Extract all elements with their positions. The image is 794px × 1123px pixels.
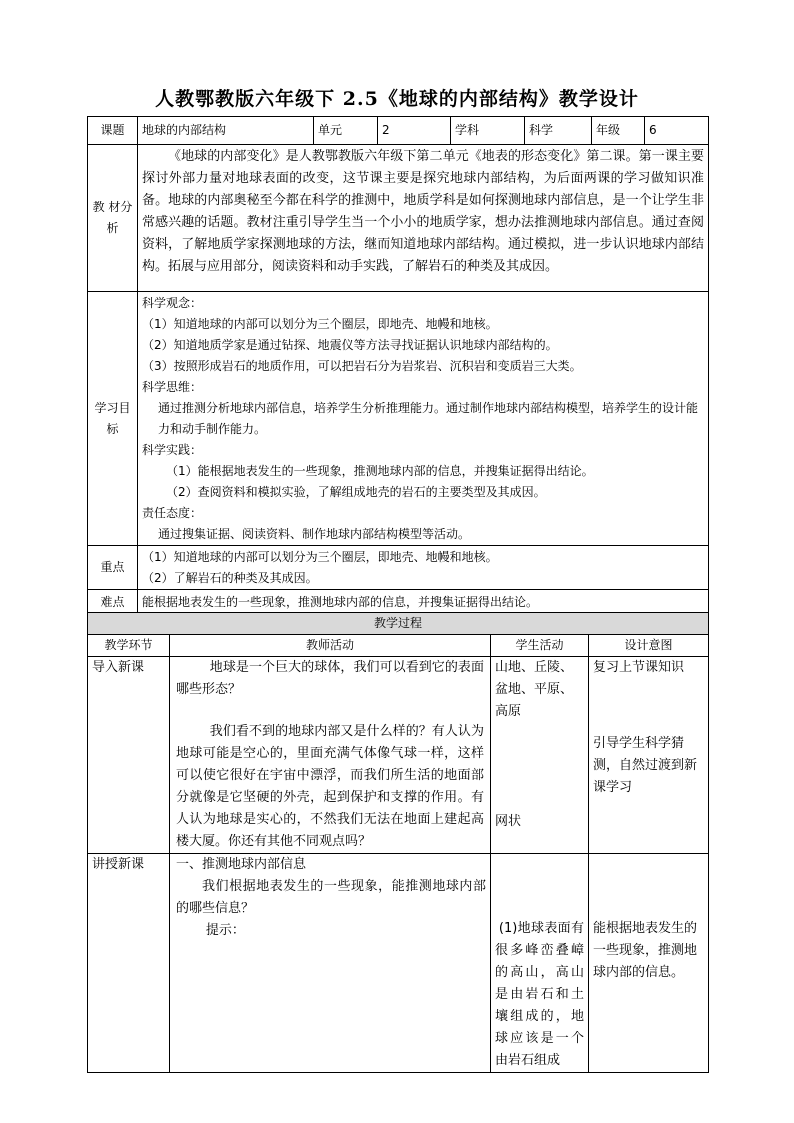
goals-item: （1）知道地球的内部可以划分为三个圈层，即地壳、地幔和地核。 (142, 317, 498, 331)
intro-student-answer: 网状 (495, 814, 522, 829)
lecture-student (491, 854, 589, 1073)
lecture-teacher-hint: 提示： (205, 923, 245, 938)
intro-stage: 导入新课 (88, 657, 170, 854)
intro-row (88, 657, 709, 854)
lecture-teacher (170, 854, 491, 1073)
grade-label: 年级 (592, 117, 645, 145)
course-value: 地球的内部结构 (138, 117, 314, 145)
intro-intent (589, 657, 709, 854)
process-table (87, 612, 709, 1073)
goals-item: （2）查阅资料和模拟实验，了解组成地壳的岩石的主要类型及其成因。 (166, 485, 546, 499)
key-points-label: 重点 (88, 546, 138, 590)
intro-intent-item: 复习上节课知识 (593, 660, 685, 675)
intro-intent-item: 引导学生科学猜测，自然过渡到新课学习 (593, 736, 698, 795)
lecture-intent-item: 能根据地表发生的一些现象，推测地球内部的信息。 (593, 921, 698, 980)
intro-teacher (170, 657, 491, 854)
lecture-row (88, 854, 709, 1073)
goals-row (88, 292, 709, 546)
intro-teacher-q1: 地球是一个巨大的球体，我们可以看到它的表面哪些形态？ (176, 660, 484, 697)
difficulty-label: 难点 (88, 590, 138, 615)
goals-item: （3）按照形成岩石的地质作用，可以把岩石分为岩浆岩、沉积岩和变质岩三大类。 (142, 359, 582, 373)
process-banner-row (88, 613, 709, 635)
goals-item: （2）知道地质学家是通过钻探、地震仪等方法寻找证据认识地球内部结构的。 (142, 338, 558, 352)
lecture-stage: 讲授新课 (88, 854, 170, 1073)
grade-value: 6 (645, 117, 709, 145)
lecture-teacher-question: 我们根据地表发生的一些现象，能推测地球内部的哪些信息？ (176, 879, 486, 916)
goals-item: 通过推测分析地球内部信息，培养学生分析推理能力。通过制作地球内部结构模型，培养学生的设计能力和动手制作能力。 (158, 401, 699, 436)
key-point-item: （1）知道地球的内部可以划分为三个圈层，即地壳、地幔和地核。 (142, 549, 498, 564)
goals-content (138, 292, 709, 546)
analysis-label: 教 材分析 (88, 145, 138, 292)
subject-label: 学科 (451, 117, 525, 145)
difficulty-text: 能根据地表发生的一些现象，推测地球内部的信息，并搜集证据得出结论。 (138, 590, 709, 615)
course-label: 课题 (88, 117, 138, 145)
difficulty-row (88, 590, 709, 615)
goals-heading-concept: 科学观念： (142, 296, 203, 310)
process-banner: 教学过程 (88, 613, 709, 635)
analysis-row (88, 145, 709, 292)
key-points-content (138, 546, 709, 590)
header-teacher: 教师活动 (170, 635, 491, 657)
goals-item: （1）能根据地表发生的一些现象，推测地球内部的信息，并搜集证据得出结论。 (166, 464, 594, 478)
document-title: 人教鄂教版六年级下 2.5《地球的内部结构》教学设计 (155, 88, 639, 110)
lesson-info-table (87, 116, 709, 615)
header-student: 学生活动 (491, 635, 589, 657)
goals-heading-attitude: 责任态度： (142, 506, 203, 520)
header-stage: 教学环节 (88, 635, 170, 657)
goals-heading-thinking: 科学思维： (142, 380, 203, 394)
key-point-item: （2）了解岩石的种类及其成因。 (142, 570, 318, 585)
lecture-intent (589, 854, 709, 1073)
subject-value: 科学 (525, 117, 592, 145)
lecture-student-answer: (1)地球表面有很多峰峦叠嶂的高山，高山是由岩石和土壤组成的，地球应该是一个由岩石组成 (495, 921, 584, 1068)
analysis-text: 《地球的内部变化》是人教鄂教版六年级下第二单元《地表的形态变化》第二课。第一课主要探讨外部力量对地球表面的改变，这节课主要是探究地球内部结构，为后面两课的学习做知识准备。地球的内部奥秘至今都在科学的推测中，地质学科是如何探测地球内部信息，是一个让学生非常感兴趣的话题。教材注重引导学生当一个小小的地质学家，想办法推测地球内部信息。通过查阅资料，了解地质学家探测地球的方法，继而知道地球内部结构。通过模拟，进一步认识地球内部结构。拓展与应用部分，阅读资料和动手实践，了解岩石的种类及其成因。 (138, 145, 709, 292)
intro-student (491, 657, 589, 854)
header-intent: 设计意图 (589, 635, 709, 657)
intro-student-answer: 山地、丘陵、盆地、平原、高原 (495, 660, 574, 719)
unit-value: 2 (378, 117, 451, 145)
goals-label: 学习目标 (88, 292, 138, 546)
goals-item: 通过搜集证据、阅读资料、制作地球内部结构模型等活动。 (158, 527, 471, 541)
process-header-row (88, 635, 709, 657)
intro-teacher-q2: 我们看不到的地球内部又是什么样的？有人认为地球可能是空心的，里面充满气体像气球一样，这样可以使它很好在宇宙中漂浮，而我们所生活的地面部分就像是它坚硬的外壳，起到保护和支撑的作用。有人认为地球是实心的，不然我们无法在地面上建起高楼大厦。你还有其他不同观点吗？ (176, 724, 484, 849)
course-row (88, 117, 709, 145)
unit-label: 单元 (314, 117, 378, 145)
key-points-row (88, 546, 709, 590)
goals-heading-practice: 科学实践： (142, 443, 203, 457)
lecture-teacher-heading: 一、推测地球内部信息 (176, 857, 307, 872)
